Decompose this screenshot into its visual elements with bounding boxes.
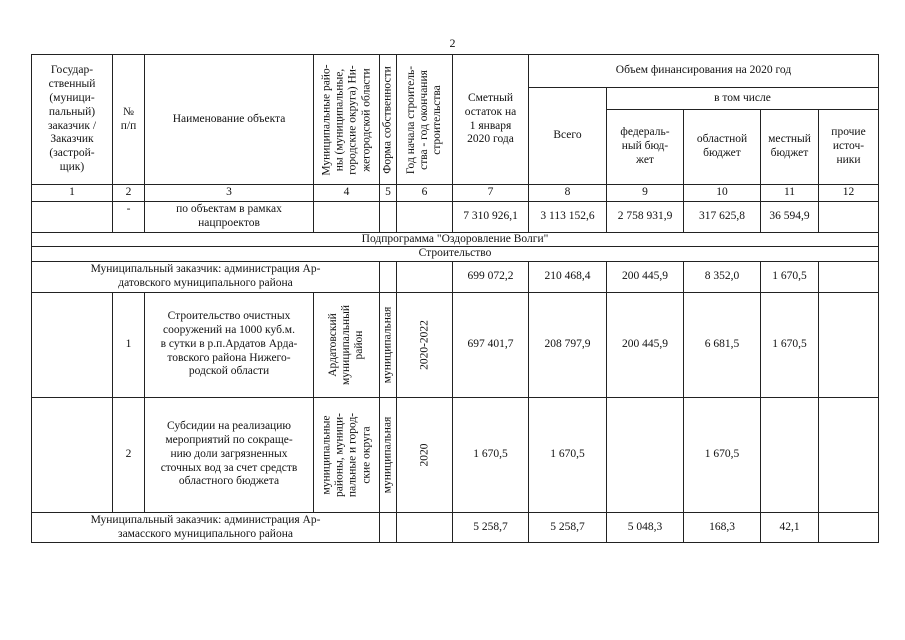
total-value: 1 670,5 (529, 397, 607, 512)
header-customer: Государ- ственный (муници- пальный) заказчик / Заказчик (застрой- щик) (32, 55, 113, 185)
federal-value: 200 445,9 (607, 292, 684, 397)
estimated-balance: 697 401,7 (453, 292, 529, 397)
page-number: 2 (449, 36, 456, 50)
header-number: № п/п (113, 55, 145, 185)
cell-empty (819, 202, 879, 233)
cell-empty (819, 397, 879, 512)
header-object-name: Наименование объекта (145, 55, 314, 185)
header-local: местный бюджет (761, 110, 819, 185)
total-value: 208 797,9 (529, 292, 607, 397)
header-funding-title: Объем финансирования на 2020 год (529, 55, 879, 88)
district-cell: муниципальные районы, муници- пальные и город- ские округа (314, 397, 380, 512)
regional-value: 8 352,0 (684, 262, 761, 293)
col-num: 7 (453, 185, 529, 202)
estimated-balance: 5 258,7 (453, 512, 529, 543)
header-other: прочие источ- ники (819, 110, 879, 185)
local-value: 36 594,9 (761, 202, 819, 233)
header-years: Год начала строитель- ства - год окончания строительства (397, 55, 453, 185)
col-num: 1 (32, 185, 113, 202)
total-value: 5 258,7 (529, 512, 607, 543)
cell-empty (819, 262, 879, 293)
section-row (32, 247, 879, 262)
cell-empty (32, 292, 113, 397)
row-number: 1 (113, 292, 145, 397)
col-num: 11 (761, 185, 819, 202)
customer-name: Муниципальный заказчик: администрация Ар- датовского муниципального района (32, 262, 380, 293)
federal-value: 5 048,3 (607, 512, 684, 543)
table-row (32, 292, 879, 397)
col-num: 8 (529, 185, 607, 202)
object-name: Строительство очистных сооружений на 1000 куб.м. в сутки в р.п.Ардатов Арда- товского района Нижего- родской области (145, 292, 314, 397)
cell-empty (607, 397, 684, 512)
cell-empty (32, 397, 113, 512)
estimated-balance: 7 310 926,1 (453, 202, 529, 233)
cell-empty (380, 512, 397, 543)
header-including: в том числе (607, 88, 879, 110)
customer-name: Муниципальный заказчик: администрация Ар- замасского муниципального района (32, 512, 380, 543)
local-value: 1 670,5 (761, 262, 819, 293)
header-district: Муниципальные райо- ны (муниципальные, городские округа) Ни- жегородской области (314, 55, 380, 185)
col-num: 12 (819, 185, 879, 202)
table-row (32, 397, 879, 512)
header-total: Всего (529, 88, 607, 185)
regional-value: 168,3 (684, 512, 761, 543)
row-number: 2 (113, 397, 145, 512)
cell-empty (819, 512, 879, 543)
header-federal: федераль- ный бюд- жет (607, 110, 684, 185)
total-value: 3 113 152,6 (529, 202, 607, 233)
customer-row (32, 512, 879, 543)
object-name: по объектам в рамках нацпроектов (145, 202, 314, 233)
regional-value: 317 625,8 (684, 202, 761, 233)
cell-empty (32, 202, 113, 233)
col-num: 2 (113, 185, 145, 202)
years-cell: 2020 (397, 397, 453, 512)
cell-empty (397, 202, 453, 233)
local-value: 42,1 (761, 512, 819, 543)
cell-empty (314, 202, 380, 233)
cell-empty (397, 262, 453, 293)
total-value: 210 468,4 (529, 262, 607, 293)
ownership-cell: муниципальная (380, 292, 397, 397)
cell-empty (380, 262, 397, 293)
federal-value: 2 758 931,9 (607, 202, 684, 233)
col-num: 5 (380, 185, 397, 202)
col-num: 6 (397, 185, 453, 202)
estimated-balance: 1 670,5 (453, 397, 529, 512)
regional-value: 1 670,5 (684, 397, 761, 512)
col-num: 9 (607, 185, 684, 202)
cell-empty (397, 512, 453, 543)
ownership-cell: муниципальная (380, 397, 397, 512)
object-name: Субсидии на реализацию мероприятий по сокраще- нию доли загрязненных сточных вод за счет средств областного бюджета (145, 397, 314, 512)
district-cell: Ардатовский муниципальный район (314, 292, 380, 397)
cell-empty (380, 202, 397, 233)
header-estimated-balance: Сметный остаток на 1 января 2020 года (453, 55, 529, 185)
table-row-natproj (32, 202, 879, 233)
header-ownership: Форма собственности (380, 55, 397, 185)
column-numbers-row (32, 185, 879, 202)
row-number: - (113, 202, 145, 233)
col-num: 10 (684, 185, 761, 202)
years-cell: 2020-2022 (397, 292, 453, 397)
header-row-1 (32, 55, 879, 88)
col-num: 4 (314, 185, 380, 202)
local-value: 1 670,5 (761, 292, 819, 397)
federal-value: 200 445,9 (607, 262, 684, 293)
customer-row (32, 262, 879, 293)
header-regional: областной бюджет (684, 110, 761, 185)
section-title: Строительство (32, 247, 879, 262)
cell-empty (761, 397, 819, 512)
regional-value: 6 681,5 (684, 292, 761, 397)
col-num: 3 (145, 185, 314, 202)
estimated-balance: 699 072,2 (453, 262, 529, 293)
subprogram-title: Подпрограмма "Оздоровление Волги" (32, 232, 879, 247)
financing-table (31, 54, 879, 543)
cell-empty (819, 292, 879, 397)
subprogram-row (32, 232, 879, 247)
